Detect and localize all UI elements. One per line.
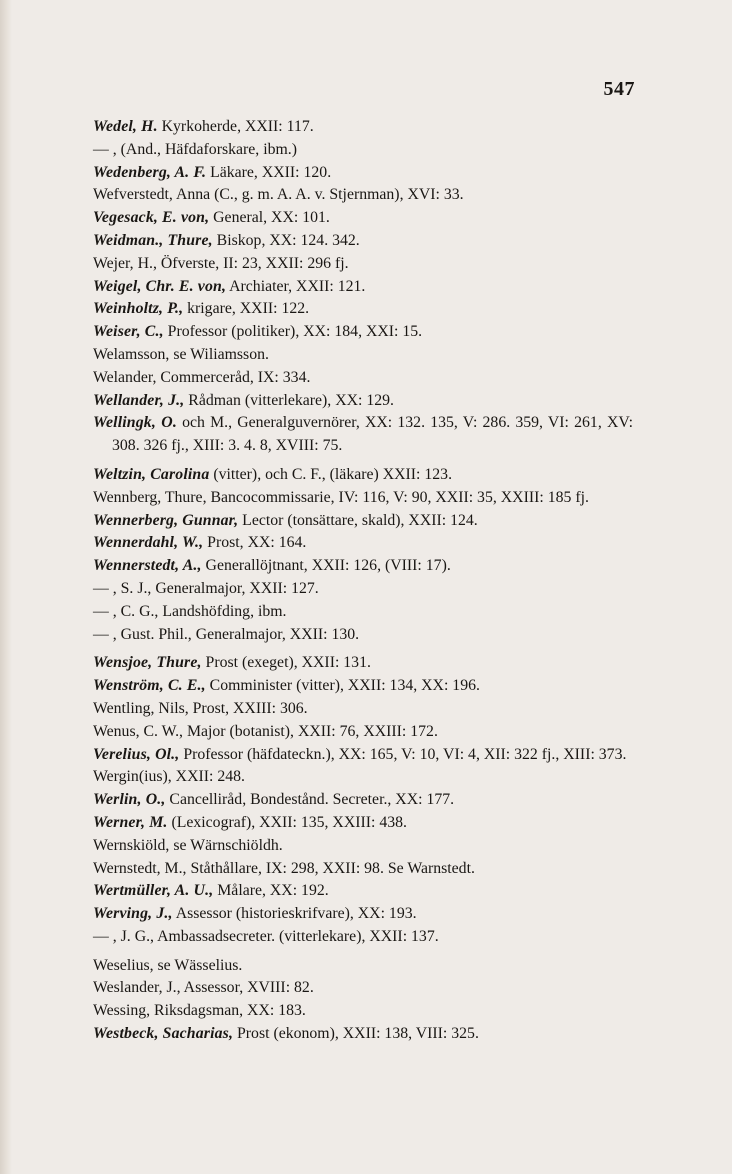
page-number: 547 — [603, 78, 635, 100]
entry-text: Wefverstedt, Anna (C., g. m. A. A. v. Stjernman), XVI: 33. — [93, 186, 464, 204]
index-entry — [93, 276, 633, 299]
entry-text: (Lexicograf), XXII: 135, XXIII: 438. — [167, 813, 408, 831]
index-entry — [93, 858, 633, 881]
entry-text: krigare, XXII: 122. — [183, 300, 310, 318]
entry-name: Werner, M. — [93, 813, 168, 831]
entry-text: — , Gust. Phil., Generalmajor, XXII: 130. — [93, 625, 360, 643]
index-entry — [93, 464, 633, 487]
index-entry — [93, 835, 633, 858]
entry-name: Wellingk, O. — [93, 414, 177, 432]
index-entry — [93, 139, 633, 162]
index-entry — [93, 207, 633, 230]
index-entries — [93, 116, 633, 1046]
index-entry — [93, 698, 633, 721]
entry-text: Professor (häfdateckn.), XX: 165, V: 10, VI: 4, XII: 322 fj., XIII: 373. — [179, 745, 627, 763]
entry-text: Weselius, se Wässelius. — [93, 956, 243, 974]
index-entry — [93, 1000, 633, 1023]
index-entry — [93, 116, 633, 139]
entry-text: Prost (ekonom), XXII: 138, VIII: 325. — [233, 1025, 479, 1043]
entry-text: Wernstedt, M., Ståthållare, IX: 298, XXII: 98. Se Warnstedt. — [93, 859, 475, 877]
entry-name: Wertmüller, A. U., — [93, 882, 214, 900]
entry-name: Wensjoe, Thure, — [93, 654, 202, 672]
entry-name: Weiser, C., — [93, 323, 164, 341]
entry-text: Wessing, Riksdagsman, XX: 183. — [93, 1002, 306, 1020]
index-entry — [93, 321, 633, 344]
entry-name: Wellander, J., — [93, 391, 185, 409]
index-entry — [93, 601, 633, 624]
entry-text: Professor (politiker), XX: 184, XXI: 15. — [163, 323, 423, 341]
index-entry — [93, 744, 633, 767]
entry-text: — , J. G., Ambassadsecreter. (vitterlekare), XXII: 137. — [93, 927, 439, 945]
index-entry — [93, 880, 633, 903]
entry-text: Welamsson, se Wiliamsson. — [93, 345, 269, 363]
entry-text: Wergin(ius), XXII: 248. — [93, 768, 245, 786]
binding-gutter — [0, 0, 12, 1174]
index-entry — [93, 367, 633, 390]
entry-text: Wennberg, Thure, Bancocommissarie, IV: 116, V: 90, XXII: 35, XXIII: 185 fj. — [93, 488, 589, 506]
entry-text: — , (And., Häfdaforskare, ibm.) — [93, 140, 297, 158]
entry-name: Westbeck, Sacharias, — [93, 1025, 234, 1043]
entry-text: Wentling, Nils, Prost, XXIII: 306. — [93, 699, 308, 717]
entry-name: Wennerberg, Gunnar, — [93, 511, 239, 529]
index-entry — [93, 903, 633, 926]
entry-name: Weltzin, Carolina — [93, 465, 210, 483]
entry-name: Werlin, O., — [93, 791, 166, 809]
index-entry — [93, 652, 633, 675]
index-entry — [93, 510, 633, 533]
entry-name: Vegesack, E. von, — [93, 209, 210, 227]
index-entry — [93, 532, 633, 555]
entry-name: Verelius, Ol., — [93, 745, 180, 763]
entry-text: Wernskiöld, se Wärnschiöldh. — [93, 836, 283, 854]
entry-name: Werving, J., — [93, 905, 173, 923]
index-entry — [93, 977, 633, 1000]
entry-text: Comminister (vitter), XXII: 134, XX: 196. — [205, 677, 480, 695]
index-entry — [93, 812, 633, 835]
index-entry — [93, 624, 633, 647]
index-entry — [93, 926, 633, 949]
entry-text: Wejer, H., Öfverste, II: 23, XXII: 296 fj. — [93, 254, 349, 272]
index-entry — [93, 578, 633, 601]
entry-text: Rådman (vitterlekare), XX: 129. — [184, 391, 395, 409]
entry-text: Weslander, J., Assessor, XVIII: 82. — [93, 979, 314, 997]
entry-text: Läkare, XXII: 120. — [206, 163, 332, 181]
entry-text: General, XX: 101. — [209, 209, 330, 227]
entry-text: Archiater, XXII: 121. — [226, 277, 366, 295]
entry-name: Wenström, C. E., — [93, 677, 206, 695]
index-entry — [93, 1023, 633, 1046]
entry-text: Welander, Commerceråd, IX: 334. — [93, 368, 311, 386]
index-entry — [93, 789, 633, 812]
index-entry — [93, 721, 633, 744]
entry-text: Assessor (historieskrifvare), XX: 193. — [172, 905, 417, 923]
entry-text: Prost (exeget), XXII: 131. — [201, 654, 371, 672]
entry-name: Wedenberg, A. F. — [93, 163, 207, 181]
entry-text: — , S. J., Generalmajor, XXII: 127. — [93, 579, 319, 597]
entry-text: Biskop, XX: 124. 342. — [212, 231, 360, 249]
entry-text: Wenus, C. W., Major (botanist), XXII: 76, XXIII: 172. — [93, 722, 438, 740]
entry-text: (vitter), och C. F., (läkare) XXII: 123. — [209, 465, 453, 483]
entry-name: Weidman., Thure, — [93, 231, 213, 249]
entry-name: Wennerdahl, W., — [93, 534, 204, 552]
index-entry — [93, 412, 633, 458]
index-entry — [93, 390, 633, 413]
entry-name: Weinholtz, P., — [93, 300, 184, 318]
entry-text: — , C. G., Landshöfding, ibm. — [93, 602, 287, 620]
entry-text: Prost, XX: 164. — [203, 534, 307, 552]
index-entry — [93, 184, 633, 207]
index-entry — [93, 162, 633, 185]
entry-name: Wennerstedt, A., — [93, 557, 202, 575]
index-entry — [93, 253, 633, 276]
index-entry — [93, 298, 633, 321]
index-entry — [93, 487, 633, 510]
index-entry — [93, 766, 633, 789]
index-entry — [93, 230, 633, 253]
index-entry — [93, 344, 633, 367]
entry-name: Weigel, Chr. E. von, — [93, 277, 227, 295]
entry-text: Lector (tonsättare, skald), XXII: 124. — [238, 511, 478, 529]
entry-text: Kyrkoherde, XXII: 117. — [157, 118, 314, 135]
index-entry — [93, 955, 633, 978]
entry-text: och M., Generalguvernörer, XX: 132. 135, V: 286. 359, VI: 261, XV: 308. 326 fj., XIII: 3. 4. 8, XVIII: 75. — [112, 414, 633, 455]
entry-name: Wedel, H. — [93, 118, 158, 135]
index-entry — [93, 555, 633, 578]
entry-text: Generallöjtnant, XXII: 126, (VIII: 17). — [201, 557, 451, 575]
entry-text: Cancelliråd, Bondestånd. Secreter., XX: 177. — [165, 791, 455, 809]
entry-text: Målare, XX: 192. — [213, 882, 329, 900]
index-entry — [93, 675, 633, 698]
